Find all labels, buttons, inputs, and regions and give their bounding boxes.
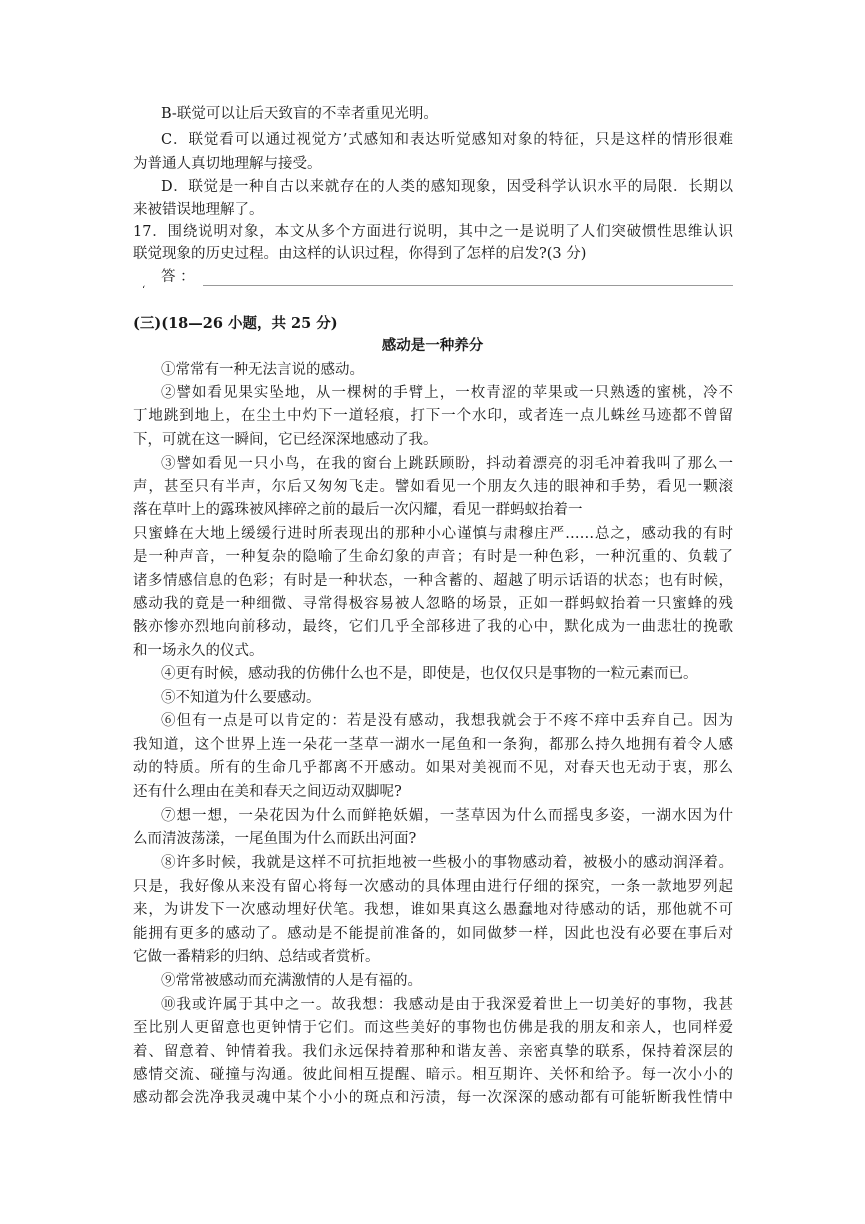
para-3-line-4: 只蜜蜂在大地上缓缓行进时所表现出的那种小心谨慎与肃穆庄严……总之，感动我的有时	[133, 526, 733, 542]
para-3-line-6: 诸多情感信息的色彩；有时是一种状态，一种含蓄的、超越了明示话语的状态；也有时候，	[133, 573, 733, 589]
para-8-line-5: 它做一番精彩的归纳、总结或者赏析。	[133, 949, 380, 965]
para-3-line-5: 是一种声音，一种复杂的隐喻了生命幻象的声音；有时是一种色彩，一种沉重的、负载了	[133, 549, 733, 565]
para-2-line-2: 丁地跳到地上，在尘土中灼下一道轻痕，打下一个水印，或者连一点儿蛛丝马迹都不曾留	[133, 408, 733, 424]
para-6-line-3: 动的特质。所有的生命几乎都离不开感动。如果对美视而不见，对春天也无动于衷，那么	[133, 760, 733, 776]
para-8-line-1: ⑧许多时候，我就是这样不可抗拒地被一些极小的事物感动着，被极小的感动润泽着。	[161, 855, 733, 871]
para-5: ⑤不知道为什么要感动。	[161, 690, 321, 706]
question-17-line-2: 联觉现象的历史过程。由这样的认识过程，你得到了怎样的启发?(3 分)	[133, 246, 587, 262]
para-2-line-1: ②譬如看见果实坠地，从一棵树的手臂上，一枚青涩的苹果或一只熟透的蜜桃，冷不	[161, 385, 733, 401]
answer-label: 答 ：	[161, 269, 195, 285]
para-8-line-4: 能拥有更多的感动了。感动是不能提前准备的，如同做梦一样，因此也没有必要在事后对	[133, 926, 733, 942]
article-title: 感动是一种养分	[381, 337, 484, 354]
option-b: B-联觉可以让后天致盲的不幸者重见光明。	[161, 106, 438, 122]
para-3-line-1: ③譬如看见一只小鸟，在我的窗台上跳跃顾盼，抖动着漂亮的羽毛冲着我叫了那么一	[161, 456, 733, 472]
para-8-line-2: 只是，我好像从来没有留心将每一次感动的具体理由进行仔细的探究，一条一款地罗列起	[133, 879, 733, 895]
para-10-line-5: 感动都会洗净我灵魂中某个小小的斑点和污渍，每一次深深的感动都有可能斩断我性情中	[133, 1090, 733, 1106]
para-9: ⑨常常被感动而充满激情的人是有福的。	[161, 973, 422, 989]
stray-mark: ‘	[142, 285, 146, 296]
para-3-line-3: 落在草叶上的露珠被风摔碎之前的最后一次闪耀，看见一群蚂蚁抬着一	[133, 502, 583, 518]
question-17-line-1: 17．围绕说明对象，本文从多个方面进行说明，其中之一是说明了人们突破惯性思维认识	[133, 224, 733, 240]
para-10-line-3: 着、留意着、钟情着我。我们永远保持着那种和谐友善、亲密真挚的联系，保持着深层的	[133, 1044, 733, 1060]
option-d-line-2: 来被错误地理解了。	[133, 202, 264, 218]
option-d-line-1: D．联觉是一种自古以来就存在的人类的感知现象，因受科学认识水平的局限．长期以	[161, 179, 733, 195]
para-3-line-2: 声，甚至只有半声，尔后又匆匆飞走。譬如看见一个朋友久违的眼神和手势，看见一颗滚	[133, 479, 733, 495]
para-4: ④更有时候，感动我的仿佛什么也不是，即使是，也仅仅只是事物的一粒元素而已。	[161, 666, 698, 682]
para-8-line-3: 来，为讲发下一次感动埋好伏笔。我想，谁如果真这么愚蠢地对待感动的话，那他就不可	[133, 902, 733, 918]
para-1: ①常常有一种无法言说的感动。	[161, 362, 364, 378]
answer-line[interactable]	[203, 285, 733, 286]
para-6-line-4: 还有什么理由在美和春天之间迈动双脚呢?	[133, 784, 402, 800]
para-6-line-1: ⑥但有一点是可以肯定的：若是没有感动，我想我就会于不疼不痒中丢弃自己。因为	[161, 713, 733, 729]
section-heading: (三)(18—26 小题，共 25 分)	[133, 315, 338, 332]
option-c-line-2: 为普通人真切地理解与接受。	[133, 156, 322, 172]
para-7-line-1: ⑦想一想，一朵花因为什么而鲜艳妖媚，一茎草因为什么而摇曳多姿，一湖水因为什	[161, 808, 733, 824]
para-3-line-9: 和一场永久的仪式。	[133, 643, 264, 659]
para-6-line-2: 我知道，这个世界上连一朵花一茎草一湖水一尾鱼和一条狗，都那么持久地拥有着令人感	[133, 737, 733, 753]
para-10-line-2: 至比别人更留意也更钟情于它们。而这些美好的事物也仿佛是我的朋友和亲人，也同样爱	[133, 1020, 733, 1036]
para-3-line-7: 感动我的竟是一种细微、寻常得极容易被人忽略的场景，正如一群蚂蚁抬着一只蜜蜂的残	[133, 596, 733, 612]
para-2-line-3: 下，可就在这一瞬间，它已经深深地感动了我。	[133, 432, 438, 448]
para-10-line-1: ⑩我或许属于其中之一。故我想：我感动是由于我深爱着世上一切美好的事物，我甚	[161, 997, 733, 1013]
para-3-line-8: 骸亦惨亦烈地向前移动，最终，它们几乎全部移进了我的心中，默化成为一曲悲壮的挽歌	[133, 619, 733, 635]
para-10-line-4: 感情交流、碰撞与沟通。彼此间相互提醒、暗示。相互期许、关怀和给予。每一次小小的	[133, 1067, 733, 1083]
option-c-line-1: C．联觉看可以通过视觉方’式感知和表达听觉感知对象的特征，只是这样的情形很难	[161, 132, 733, 148]
para-7-line-2: 么而清波荡漾，一尾鱼围为什么而跃出河面?	[133, 831, 417, 847]
